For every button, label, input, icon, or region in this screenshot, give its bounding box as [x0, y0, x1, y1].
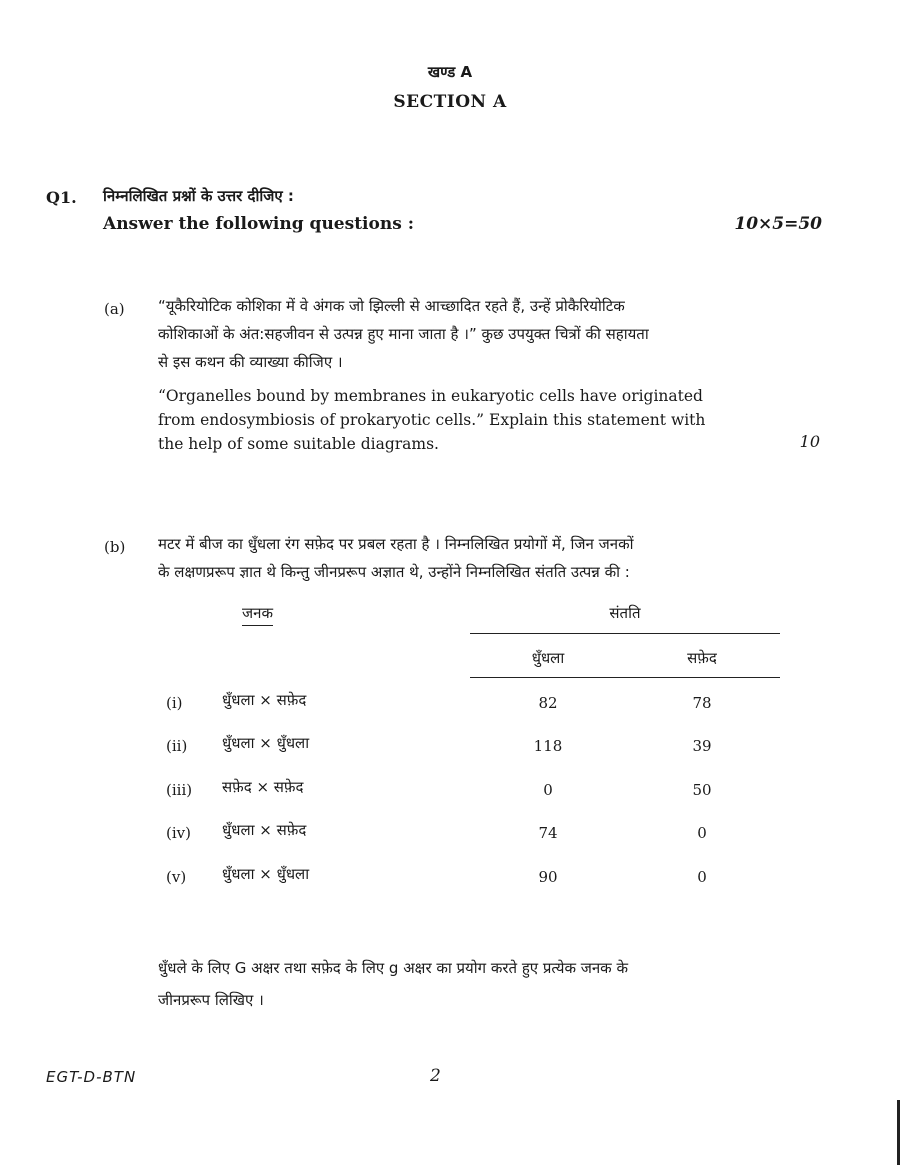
row-value-white: 0 — [697, 868, 707, 886]
part-a-label: (a) — [104, 300, 125, 318]
section-title-hindi: खण्ड A — [427, 63, 473, 81]
row-value-dull: 74 — [538, 824, 558, 842]
row-value-dull: 82 — [538, 694, 558, 712]
table-header-progeny: संतति — [609, 604, 641, 622]
page-number: 2 — [430, 1066, 441, 1086]
part-a-english-line: from endosymbiosis of prokaryotic cells.” Explain this statement with — [158, 411, 706, 429]
part-b-intro-line: मटर में बीज का धुँधला रंग सफ़ेद पर प्रबल रहता है । निम्नलिखित प्रयोगों में, जिन जनकों — [158, 535, 634, 553]
row-number: (i) — [166, 694, 183, 712]
part-b-label: (b) — [104, 538, 126, 556]
row-number: (ii) — [166, 737, 188, 755]
part-a-hindi-line: कोशिकाओं के अंत:सहजीवन से उत्पन्न हुए माना जाता है ।” कुछ उपयुक्त चित्रों की सहायता — [158, 325, 649, 343]
part-b-instruction — [158, 952, 788, 1016]
part-b-intro — [158, 530, 788, 586]
table-header-parents: जनक — [242, 603, 273, 626]
paper-code: EGT-D-BTN — [46, 1068, 137, 1086]
question-text: Answer the following questions : — [103, 214, 414, 234]
table-rule-bottom — [470, 677, 780, 678]
row-value-dull: 0 — [543, 781, 553, 799]
row-number: (iii) — [166, 781, 193, 799]
part-a-english-line: “Organelles bound by membranes in eukaryotic cells have originated — [158, 387, 703, 405]
row-value-dull: 118 — [533, 737, 563, 755]
row-value-white: 78 — [692, 694, 712, 712]
row-cross: धुँधला × सफ़ेद — [222, 691, 307, 709]
row-value-white: 50 — [692, 781, 712, 799]
row-value-white: 39 — [692, 737, 712, 755]
table-col-header-white: सफ़ेद — [687, 649, 717, 667]
part-b-intro-line: के लक्षणप्ररूप ज्ञात थे किन्तु जीनप्ररूप अज्ञात थे, उन्होंने निम्नलिखित संतति उत्पन्न की : — [158, 563, 630, 581]
part-a-marks: 10 — [799, 432, 820, 451]
part-a-english-line: the help of some suitable diagrams. — [158, 435, 439, 453]
question-number: Q1. — [46, 188, 77, 207]
row-cross: धुँधला × धुँधला — [222, 734, 310, 752]
row-cross: धुँधला × सफ़ेद — [222, 821, 307, 839]
part-a-hindi — [158, 292, 788, 376]
part-a-hindi-line: “यूकैरियोटिक कोशिका में वे अंगक जो झिल्ली से आच्छादित रहते हैं, उन्हें प्रोकैरियोटिक — [158, 297, 625, 315]
row-cross: सफ़ेद × सफ़ेद — [222, 778, 304, 796]
row-number: (v) — [166, 868, 187, 886]
part-a-english — [158, 384, 786, 456]
table-rule-top — [470, 633, 780, 634]
table-col-header-dull: धुँधला — [531, 649, 565, 667]
row-value-white: 0 — [697, 824, 707, 842]
part-a-hindi-line: से इस कथन की व्याख्या कीजिए । — [158, 353, 343, 371]
row-cross: धुँधला × धुँधला — [222, 865, 310, 883]
question-marks: 10×5=50 — [734, 214, 822, 234]
row-value-dull: 90 — [538, 868, 558, 886]
question-text-hindi: निम्नलिखित प्रश्नों के उत्तर दीजिए : — [103, 187, 294, 205]
part-b-instruction-line: धुँधले के लिए G अक्षर तथा सफ़ेद के लिए g अक्षर का प्रयोग करते हुए प्रत्येक जनक के — [158, 959, 628, 977]
section-title: SECTION A — [393, 92, 507, 112]
part-b-instruction-line: जीनप्ररूप लिखिए । — [158, 991, 264, 1009]
row-number: (iv) — [166, 824, 191, 842]
